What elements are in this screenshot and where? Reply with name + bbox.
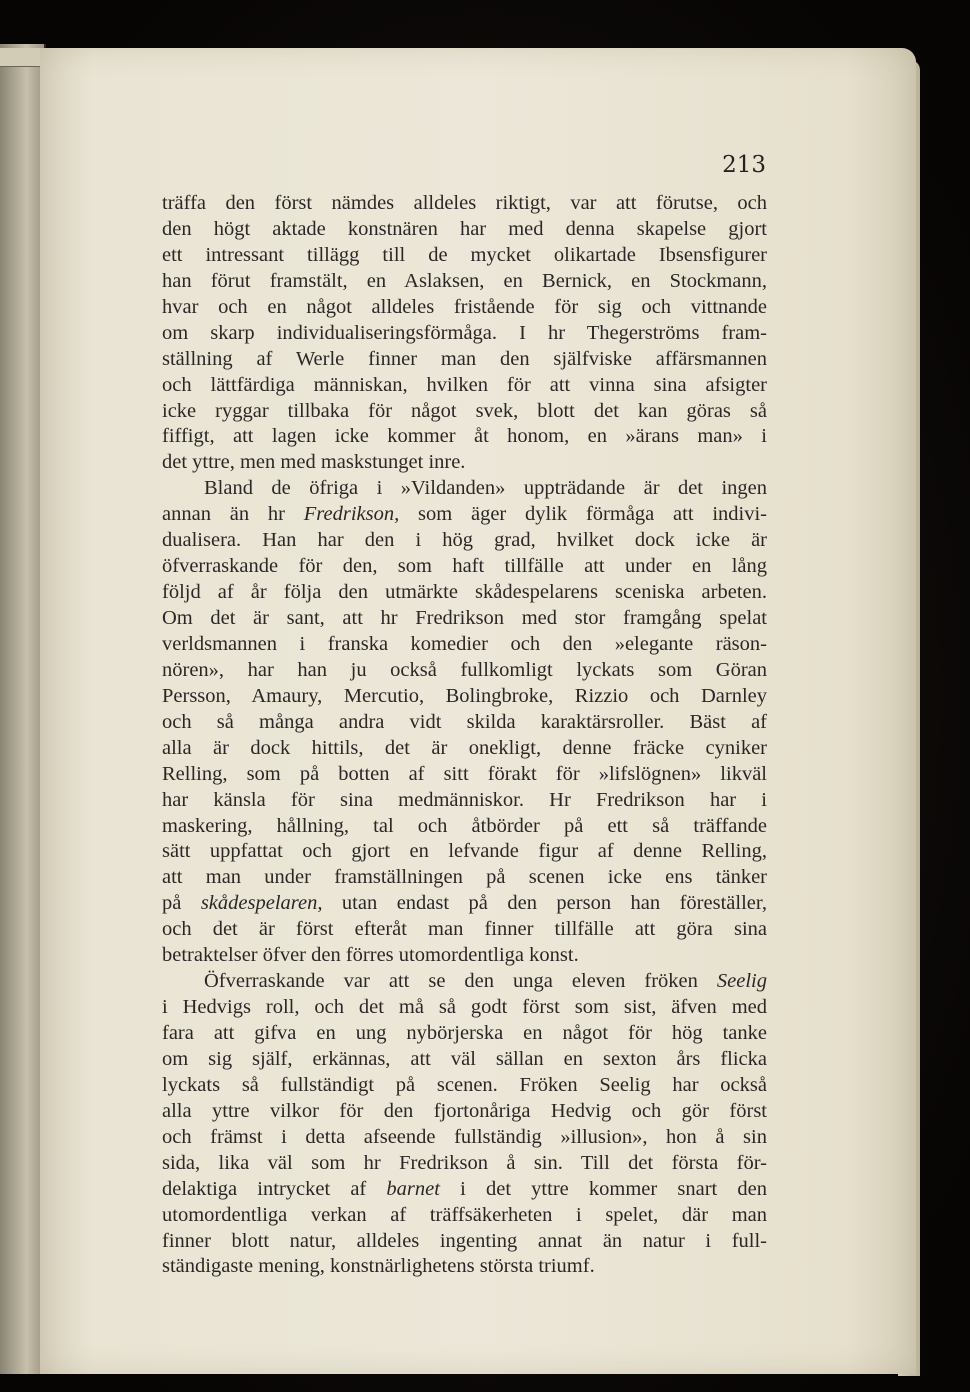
text-line [162, 917, 767, 943]
text-line [162, 1073, 767, 1099]
text-run: annan än hr [162, 503, 304, 526]
text-run: icke ryggar tillbaka för något svek, blott det kan göras så [162, 399, 767, 422]
text-line [162, 295, 767, 321]
text-line [162, 658, 767, 684]
text-run: verldsmannen i franska komedier och den »elegante räson- [162, 632, 767, 655]
text-line [162, 788, 767, 814]
italic-text-run: Fredrikson, [303, 503, 400, 526]
text-run: dualisera. Han har den i hög grad, hvilket dock icke är [162, 529, 767, 552]
text-run: hvar och en något alldeles fristående för sig och vittnande [162, 295, 767, 318]
text-line [162, 736, 767, 762]
text-run: det yttre, men med maskstunget inre. [162, 451, 466, 474]
text-line [162, 243, 767, 269]
text-line [162, 943, 767, 969]
body-text [162, 191, 767, 1280]
text-line [162, 814, 767, 840]
text-line [162, 1099, 767, 1125]
page-number: 213 [722, 152, 766, 178]
text-run: och det är först efteråt man finner tillfälle att göra sina [162, 918, 767, 941]
text-run: och främst i detta afseende fullständig »illusion», hon å sin [162, 1125, 767, 1148]
text-run: i det yttre kommer snart den [439, 1177, 768, 1200]
text-line [162, 632, 767, 658]
text-line [162, 424, 767, 450]
text-line [162, 373, 767, 399]
text-line [162, 684, 767, 710]
text-run: delaktiga intrycket af [162, 1177, 387, 1200]
text-run: alla är dock hittils, det är onekligt, denne fräcke cyniker [162, 736, 767, 759]
text-run: som äger dylik förmåga att indivi- [399, 503, 767, 526]
text-run: sätt uppfattat och gjort en lefvande figur af denne Relling, [162, 840, 767, 863]
italic-text-run: skådespelaren, [200, 892, 323, 915]
text-run: träffa den först nämdes alldeles riktigt, var att förutse, och [162, 192, 767, 214]
text-line [162, 1021, 767, 1047]
text-run: betraktelser öfver den förres utomordentliga konst. [162, 944, 579, 967]
text-line [162, 1254, 767, 1280]
text-line [162, 1151, 767, 1177]
text-line [162, 1177, 767, 1203]
text-run: om sig själf, erkännas, att väl sällan en sexton års flicka [162, 1047, 767, 1070]
text-run: lyckats så fullständigt på scenen. Fröken Seelig har också [162, 1073, 767, 1096]
text-line [162, 580, 767, 606]
text-run: alla yttre vilkor för den fjortonåriga Hedvig och gör först [162, 1099, 767, 1122]
text-run: om skarp individualiseringsförmåga. I hr Thegerströms fram- [162, 321, 767, 344]
text-line [162, 347, 767, 373]
text-run: den högt aktade konstnären har med denna skapelse gjort [162, 217, 767, 240]
text-line [162, 321, 767, 347]
text-line [162, 191, 767, 217]
text-run: ett intressant tillägg till de mycket olikartade Ibsensfigurer [162, 243, 767, 266]
text-line [162, 710, 767, 736]
text-line [162, 891, 767, 917]
text-run: har känsla för sina medmänniskor. Hr Fredrikson har i [162, 788, 767, 811]
text-line [162, 1125, 767, 1151]
text-run: utan endast på den person han föreställer, [322, 892, 767, 915]
text-line [162, 528, 767, 554]
text-run: att man under framställningen på scenen icke ens tänker [162, 866, 767, 889]
text-run: ständigaste mening, konstnärlighetens största triumf. [162, 1255, 595, 1278]
text-run: följd af år följa den utmärkte skådespelarens sceniska arbeten. [162, 581, 767, 604]
text-run: Om det är sant, att hr Fredrikson med stor framgång spelat [162, 607, 767, 629]
text-line [162, 450, 767, 476]
text-run: och lättfärdiga människan, hvilken för att vinna sina afsigter [162, 373, 767, 396]
text-run: fara att gifva en ung nybörjerska en något för hög tanke [162, 1022, 767, 1044]
text-line [162, 476, 767, 502]
text-line [162, 217, 767, 243]
text-run: Persson, Amaury, Mercutio, Bolingbroke, Rizzio och Darnley [162, 684, 767, 707]
text-line [162, 762, 767, 788]
text-line [162, 839, 767, 865]
text-run: sida, lika väl som hr Fredrikson å sin. Till det första för- [162, 1151, 767, 1174]
text-line [162, 399, 767, 425]
text-line [162, 995, 767, 1021]
text-run: Öfverraskande var att se den unga eleven fröken [204, 970, 717, 993]
text-line [162, 969, 767, 995]
text-run: nören», har han ju också fullkomligt lyckats som Göran [162, 658, 767, 681]
text-line [162, 1203, 767, 1229]
text-line [162, 865, 767, 891]
text-run: maskering, hållning, tal och åtbörder på ett så träffande [162, 814, 767, 837]
text-run: öfverraskande för den, som haft tillfälle att under en lång [162, 555, 767, 578]
italic-text-run: Seelig [716, 970, 767, 993]
text-run: finner blott natur, alldeles ingenting annat än natur i full- [162, 1229, 767, 1252]
text-run: utomordentliga verkan af träffsäkerheten i spelet, där man [162, 1203, 767, 1226]
text-line [162, 502, 767, 528]
text-run: Relling, som på botten af sitt förakt för »lifslögnen» likväl [162, 762, 767, 785]
text-line [162, 1047, 767, 1073]
text-run: i Hedvigs roll, och det må så godt först som sist, äfven med [162, 996, 767, 1019]
text-run: och så många andra vidt skilda karaktärsroller. Bäst af [162, 710, 767, 733]
text-line [162, 606, 767, 632]
text-run: fiffigt, att lagen icke kommer åt honom, en »ärans man» i [162, 425, 767, 448]
text-run: han förut framstält, en Aslaksen, en Bernick, en Stockmann, [162, 269, 767, 292]
text-run: på [162, 892, 201, 915]
text-line [162, 554, 767, 580]
text-run: ställning af Werle finner man den själfviske affärsmannen [162, 347, 767, 370]
italic-text-run: barnet [386, 1177, 440, 1200]
text-line [162, 1229, 767, 1255]
text-line [162, 269, 767, 295]
text-run: Bland de öfriga i »Vildanden» uppträdande är det ingen [204, 477, 767, 500]
